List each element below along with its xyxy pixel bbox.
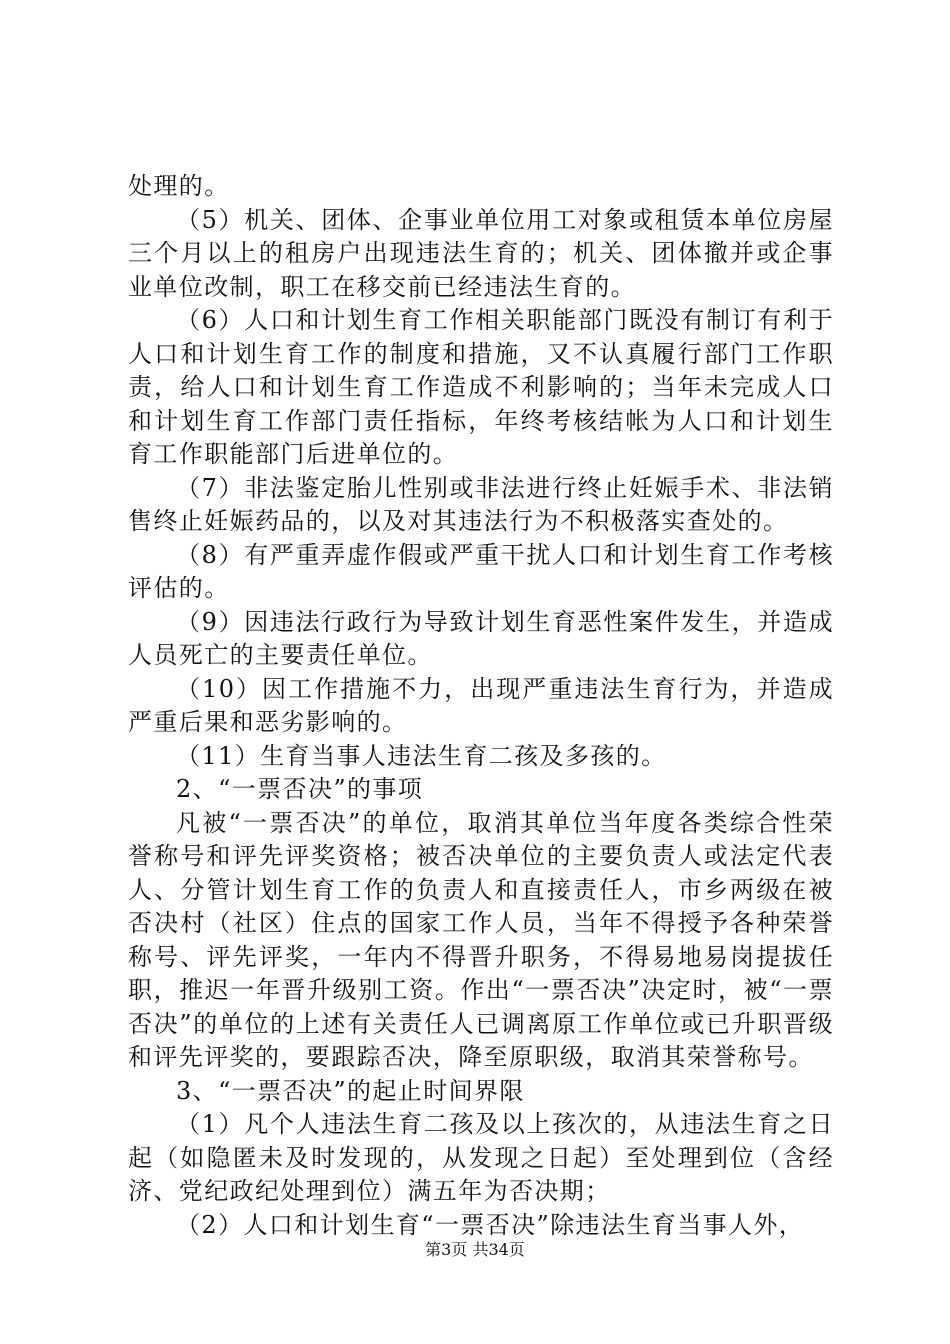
paragraph: （9）因违法行政行为导致计划生育恶性案件发生，并造成人员死亡的主要责任单位。 bbox=[128, 607, 834, 669]
section-heading: 2、“一票否决”的事项 bbox=[176, 775, 424, 803]
paragraph: （10）因工作措施不力，出现严重违法生育行为，并造成严重后果和恶劣影响的。 bbox=[128, 674, 834, 736]
paragraph: （11）生育当事人违法生育二孩及多孩的。 bbox=[176, 741, 667, 770]
paragraph: （8）有严重弄虚作假或严重干扰人口和计划生育工作考核评估的。 bbox=[128, 540, 834, 602]
page-number-footer: 第3页 共34页 bbox=[425, 1240, 525, 1259]
document-body bbox=[128, 170, 834, 1242]
paragraph: （6）人口和计划生育工作相关职能部门既没有制订有利于人口和计划生育工作的制度和措施，又不认真履行部门工作职责，给人口和计划生育工作造成不利影响的；当年未完成人口和计划生育工作部门责任指标，年终考核结帐为人口和计划生育工作职能部门后进单位的。 bbox=[128, 306, 834, 468]
paragraph: （5）机关、团体、企事业单位用工对象或租赁本单位房屋三个月以上的租房户出现违法生育的；机关、团体撤并或企事业单位改制，职工在移交前已经违法生育的。 bbox=[128, 205, 834, 301]
paragraph: 凡被“一票否决”的单位，取消其单位当年度各类综合性荣誉称号和评先评奖资格；被否决单位的主要负责人或法定代表人、分管计划生育工作的负责人和直接责任人，市乡两级在被否决村（社区）住点的国家工作人员，当年不得授予各种荣誉称号、评先评奖，一年内不得晋升职务，不得易地易岗提拔任职，推迟一年晋升级别工资。作出“一票否决”决定时，被“一票否决”的单位的上述有关责任人已调离原工作单位或已升职晋级和评先评奖的，要跟踪否决，降至原职级，取消其荣誉称号。 bbox=[128, 808, 834, 1071]
paragraph: （2）人口和计划生育“一票否决”除违法生育当事人外， bbox=[176, 1210, 805, 1239]
paragraph: （7）非法鉴定胎儿性别或非法进行终止妊娠手术、非法销售终止妊娠药品的，以及对其违法行为不积极落实查处的。 bbox=[128, 473, 834, 535]
section-heading: 3、“一票否决”的起止时间界限 bbox=[176, 1076, 525, 1105]
paragraph: （1）凡个人违法生育二孩及以上孩次的，从违法生育之日起（如隐匿未及时发现的，从发现之日起）至处理到位（含经济、党纪政纪处理到位）满五年为否决期； bbox=[128, 1110, 834, 1205]
paragraph: 处理的。 bbox=[128, 172, 230, 200]
